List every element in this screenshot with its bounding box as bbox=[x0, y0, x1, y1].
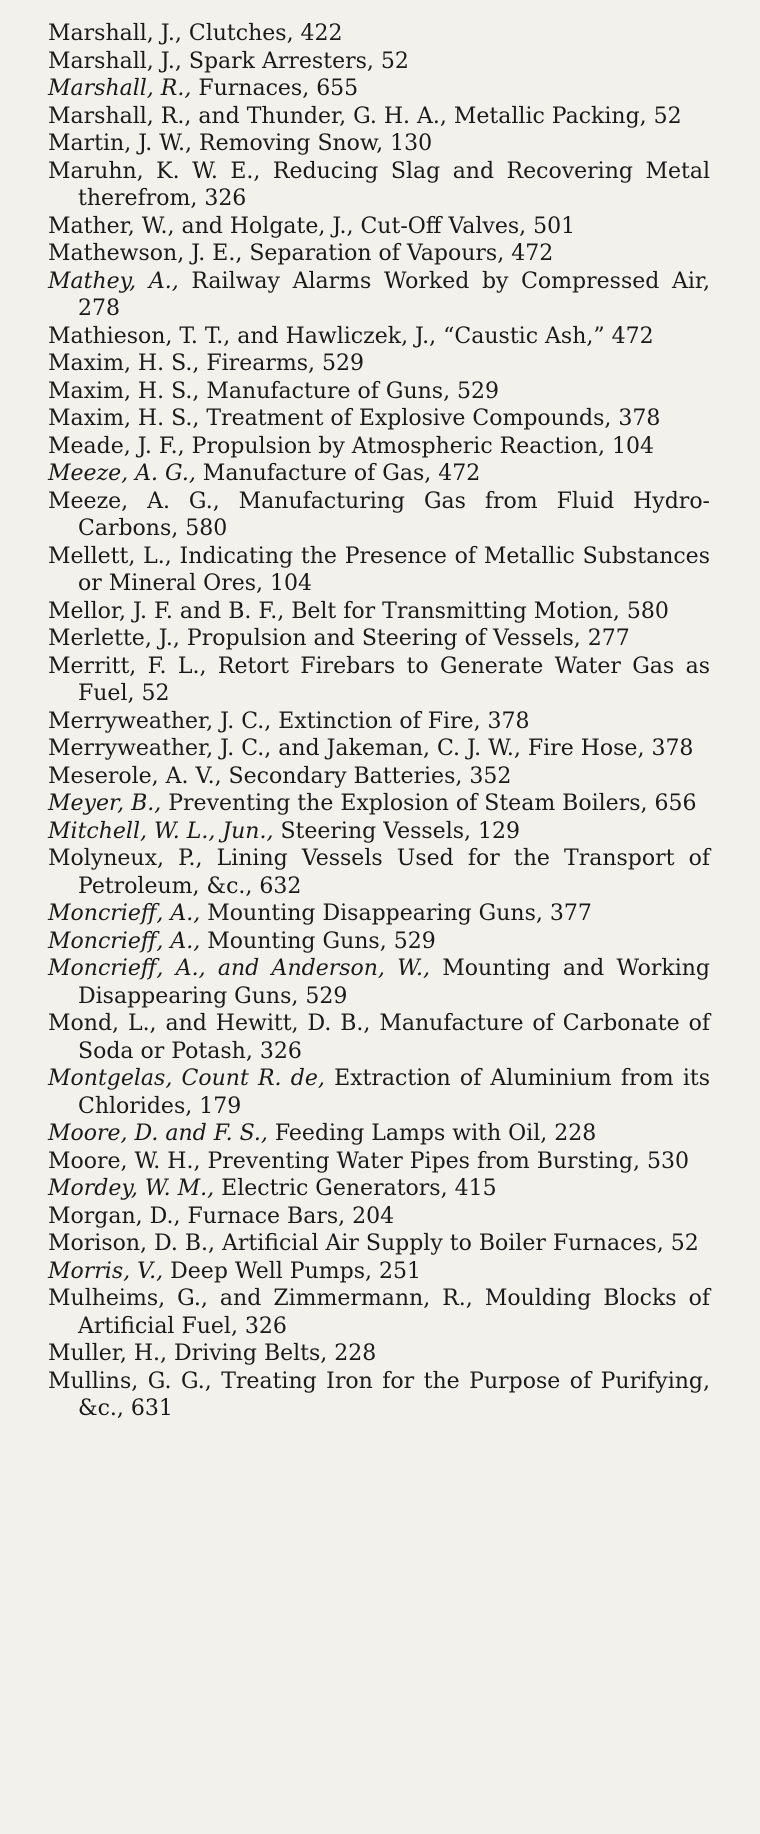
entry-subject: Firearms, 529 bbox=[199, 351, 364, 376]
entry-name: Moncrieff, A., bbox=[48, 928, 201, 954]
index-entry bbox=[48, 818, 710, 846]
entry-subject: Mounting and Working Disappearing Guns, 529 bbox=[78, 956, 710, 1009]
entry-name: Moncrieff, A., bbox=[48, 901, 201, 926]
index-entry bbox=[48, 1368, 710, 1423]
entry-name: Martin, J. W., bbox=[48, 131, 193, 156]
index-entry bbox=[48, 1230, 710, 1258]
index-entry bbox=[48, 598, 710, 626]
index-entry bbox=[48, 1340, 710, 1368]
index-entry bbox=[48, 405, 710, 433]
entry-subject: Clutches, 422 bbox=[181, 21, 343, 46]
entry-name: Mordey, W. M., bbox=[48, 1176, 215, 1201]
entry-name: Mitchell, W. L., Jun., bbox=[48, 818, 274, 844]
index-entry bbox=[48, 460, 710, 488]
entry-subject: Manufacture of Carbonate of Soda or Potash, 326 bbox=[78, 1011, 710, 1064]
entry-subject: Indicating the Presence of Metallic Substances or Mineral Ores, 104 bbox=[78, 543, 710, 596]
entry-name: Mulheims, G., and Zimmermann, R., bbox=[48, 1286, 473, 1311]
index-entry bbox=[48, 1203, 710, 1231]
index-entry bbox=[48, 158, 710, 213]
index-entry bbox=[48, 350, 710, 378]
entry-subject: Metallic Packing, 52 bbox=[446, 103, 682, 129]
entry-subject: Separation of Vapours, 472 bbox=[242, 241, 554, 266]
index-entry bbox=[48, 1285, 710, 1340]
index-entry bbox=[48, 1148, 710, 1176]
entry-name: Maxim, H. S., bbox=[48, 378, 200, 404]
entry-name: Mullins, G. G., bbox=[48, 1368, 212, 1394]
index-entry bbox=[48, 625, 710, 653]
entry-subject: Extinction of Fire, 378 bbox=[271, 708, 530, 734]
index-entry bbox=[48, 1175, 710, 1203]
entry-name: Maruhn, K. W. E., bbox=[48, 158, 261, 184]
index-entry bbox=[48, 213, 710, 241]
entry-name: Marshall, R., and Thunder, G. H. A., bbox=[48, 103, 447, 129]
entry-name: Meserole, A. V., bbox=[48, 763, 222, 789]
entry-name: Merryweather, J. C., and Jakeman, C. J. W., bbox=[48, 736, 521, 761]
index-entry bbox=[48, 790, 710, 818]
entry-name: Moore, W. H., bbox=[48, 1148, 201, 1174]
entry-name: Mond, L., and Hewitt, D. B., bbox=[48, 1011, 371, 1036]
index-entry bbox=[48, 75, 710, 103]
entry-name: Merlette, J., bbox=[48, 626, 180, 651]
index-entry bbox=[48, 653, 710, 708]
entry-subject: Feeding Lamps with Oil, 228 bbox=[267, 1121, 597, 1146]
entry-subject: Belt for Transmitting Motion, 580 bbox=[284, 598, 669, 624]
entry-subject: Secondary Batteries, 352 bbox=[221, 763, 512, 789]
entry-subject: Propulsion by Atmospheric Reaction, 104 bbox=[184, 433, 654, 459]
index-entry bbox=[48, 735, 710, 763]
entry-subject: Mounting Disappearing Guns, 377 bbox=[200, 901, 592, 926]
entry-subject: Removing Snow, 130 bbox=[192, 131, 433, 156]
entry-subject: Railway Alarms Worked by Compressed Air, 278 bbox=[78, 268, 710, 321]
entry-subject: Preventing Water Pipes from Bursting, 530 bbox=[200, 1148, 689, 1174]
entry-subject: Mounting Guns, 529 bbox=[200, 928, 436, 954]
entry-subject: Electric Generators, 415 bbox=[214, 1176, 497, 1201]
entry-subject: Artificial Air Supply to Boiler Furnaces, 52 bbox=[215, 1231, 699, 1256]
entry-name: Morgan, D., bbox=[48, 1203, 181, 1229]
entry-name: Muller, H., bbox=[48, 1341, 168, 1366]
entry-name: Merritt, F. L., bbox=[48, 653, 207, 679]
index-entry bbox=[48, 900, 710, 928]
entry-name: Meyer, B., bbox=[48, 791, 162, 816]
entry-name: Meeze, A. G., bbox=[48, 461, 196, 486]
entry-name: Mathieson, T. T., and Hawliczek, J., bbox=[48, 323, 437, 349]
entry-subject: Lining Vessels Used for the Transport of Petroleum, &c., 632 bbox=[78, 846, 710, 899]
index-entry bbox=[48, 130, 710, 158]
index-entry bbox=[48, 763, 710, 791]
index-entry bbox=[48, 543, 710, 598]
index-entry bbox=[48, 323, 710, 351]
entry-subject: Deep Well Pumps, 251 bbox=[163, 1258, 421, 1284]
index-entry bbox=[48, 20, 710, 48]
index-entry bbox=[48, 928, 710, 956]
index-entry bbox=[48, 103, 710, 131]
entry-name: Maxim, H. S., bbox=[48, 351, 200, 376]
index-list bbox=[48, 20, 710, 1423]
index-entry bbox=[48, 48, 710, 76]
index-entry bbox=[48, 1120, 710, 1148]
entry-subject: Manufacture of Gas, 472 bbox=[195, 461, 481, 486]
entry-subject: Driving Belts, 228 bbox=[167, 1341, 377, 1366]
entry-subject: Fire Hose, 378 bbox=[520, 736, 694, 761]
entry-subject: Propulsion and Steering of Vessels, 277 bbox=[179, 626, 630, 651]
entry-name: Meeze, A. G., bbox=[48, 488, 220, 514]
index-entry bbox=[48, 240, 710, 268]
entry-name: Montgelas, Count R. de, bbox=[48, 1066, 325, 1091]
entry-subject: Spark Arresters, 52 bbox=[181, 48, 409, 74]
entry-name: Mellor, J. F. and B. F., bbox=[48, 598, 285, 624]
entry-subject: Reducing Slag and Recovering Metal therefrom, 326 bbox=[78, 158, 711, 211]
entry-name: Mathey, A., bbox=[48, 268, 179, 294]
entry-subject: Cut-Off Valves, 501 bbox=[353, 213, 576, 239]
entry-subject: Furnace Bars, 204 bbox=[180, 1203, 395, 1229]
index-entry bbox=[48, 845, 710, 900]
entry-name: Merryweather, J. C., bbox=[48, 708, 272, 734]
index-entry bbox=[48, 1065, 710, 1120]
index-entry bbox=[48, 488, 710, 543]
index-entry bbox=[48, 1258, 710, 1286]
entry-name: Marshall, J., bbox=[48, 48, 182, 74]
entry-subject: Extraction of Aluminium from its Chlorides, 179 bbox=[78, 1066, 710, 1119]
entry-name: Moore, D. and F. S., bbox=[48, 1121, 268, 1146]
entry-name: Meade, J. F., bbox=[48, 433, 185, 459]
entry-name: Morison, D. B., bbox=[48, 1231, 216, 1256]
entry-name: Marshall, J., bbox=[48, 21, 182, 46]
entry-subject: “Caustic Ash,” 472 bbox=[436, 323, 654, 349]
entry-subject: Manufacturing Gas from Fluid Hydro-Carbons, 580 bbox=[78, 488, 710, 541]
index-entry bbox=[48, 268, 710, 323]
index-entry bbox=[48, 433, 710, 461]
entry-subject: Furnaces, 655 bbox=[191, 76, 359, 101]
entry-name: Mathewson, J. E., bbox=[48, 241, 243, 266]
entry-subject: Steering Vessels, 129 bbox=[273, 818, 521, 844]
entry-name: Morris, V., bbox=[48, 1258, 164, 1284]
entry-subject: Moulding Blocks of Artificial Fuel, 326 bbox=[78, 1286, 710, 1339]
entry-name: Marshall, R., bbox=[48, 76, 192, 101]
entry-subject: Retort Firebars to Generate Water Gas as Fuel, 52 bbox=[78, 653, 711, 706]
entry-subject: Treating Iron for the Purpose of Purifying, &c., 631 bbox=[78, 1368, 710, 1421]
entry-name: Moncrieff, A., and Anderson, W., bbox=[48, 956, 430, 981]
entry-subject: Preventing the Explosion of Steam Boilers, 656 bbox=[161, 791, 697, 816]
index-entry bbox=[48, 708, 710, 736]
index-entry bbox=[48, 955, 710, 1010]
entry-subject: Treatment of Explosive Compounds, 378 bbox=[199, 406, 661, 431]
entry-name: Mather, W., and Holgate, J., bbox=[48, 213, 354, 239]
entry-name: Molyneux, P., bbox=[48, 846, 203, 871]
entry-subject: Manufacture of Guns, 529 bbox=[199, 378, 500, 404]
entry-name: Maxim, H. S., bbox=[48, 406, 200, 431]
index-entry bbox=[48, 378, 710, 406]
entry-name: Mellett, L., bbox=[48, 543, 172, 569]
index-entry bbox=[48, 1010, 710, 1065]
